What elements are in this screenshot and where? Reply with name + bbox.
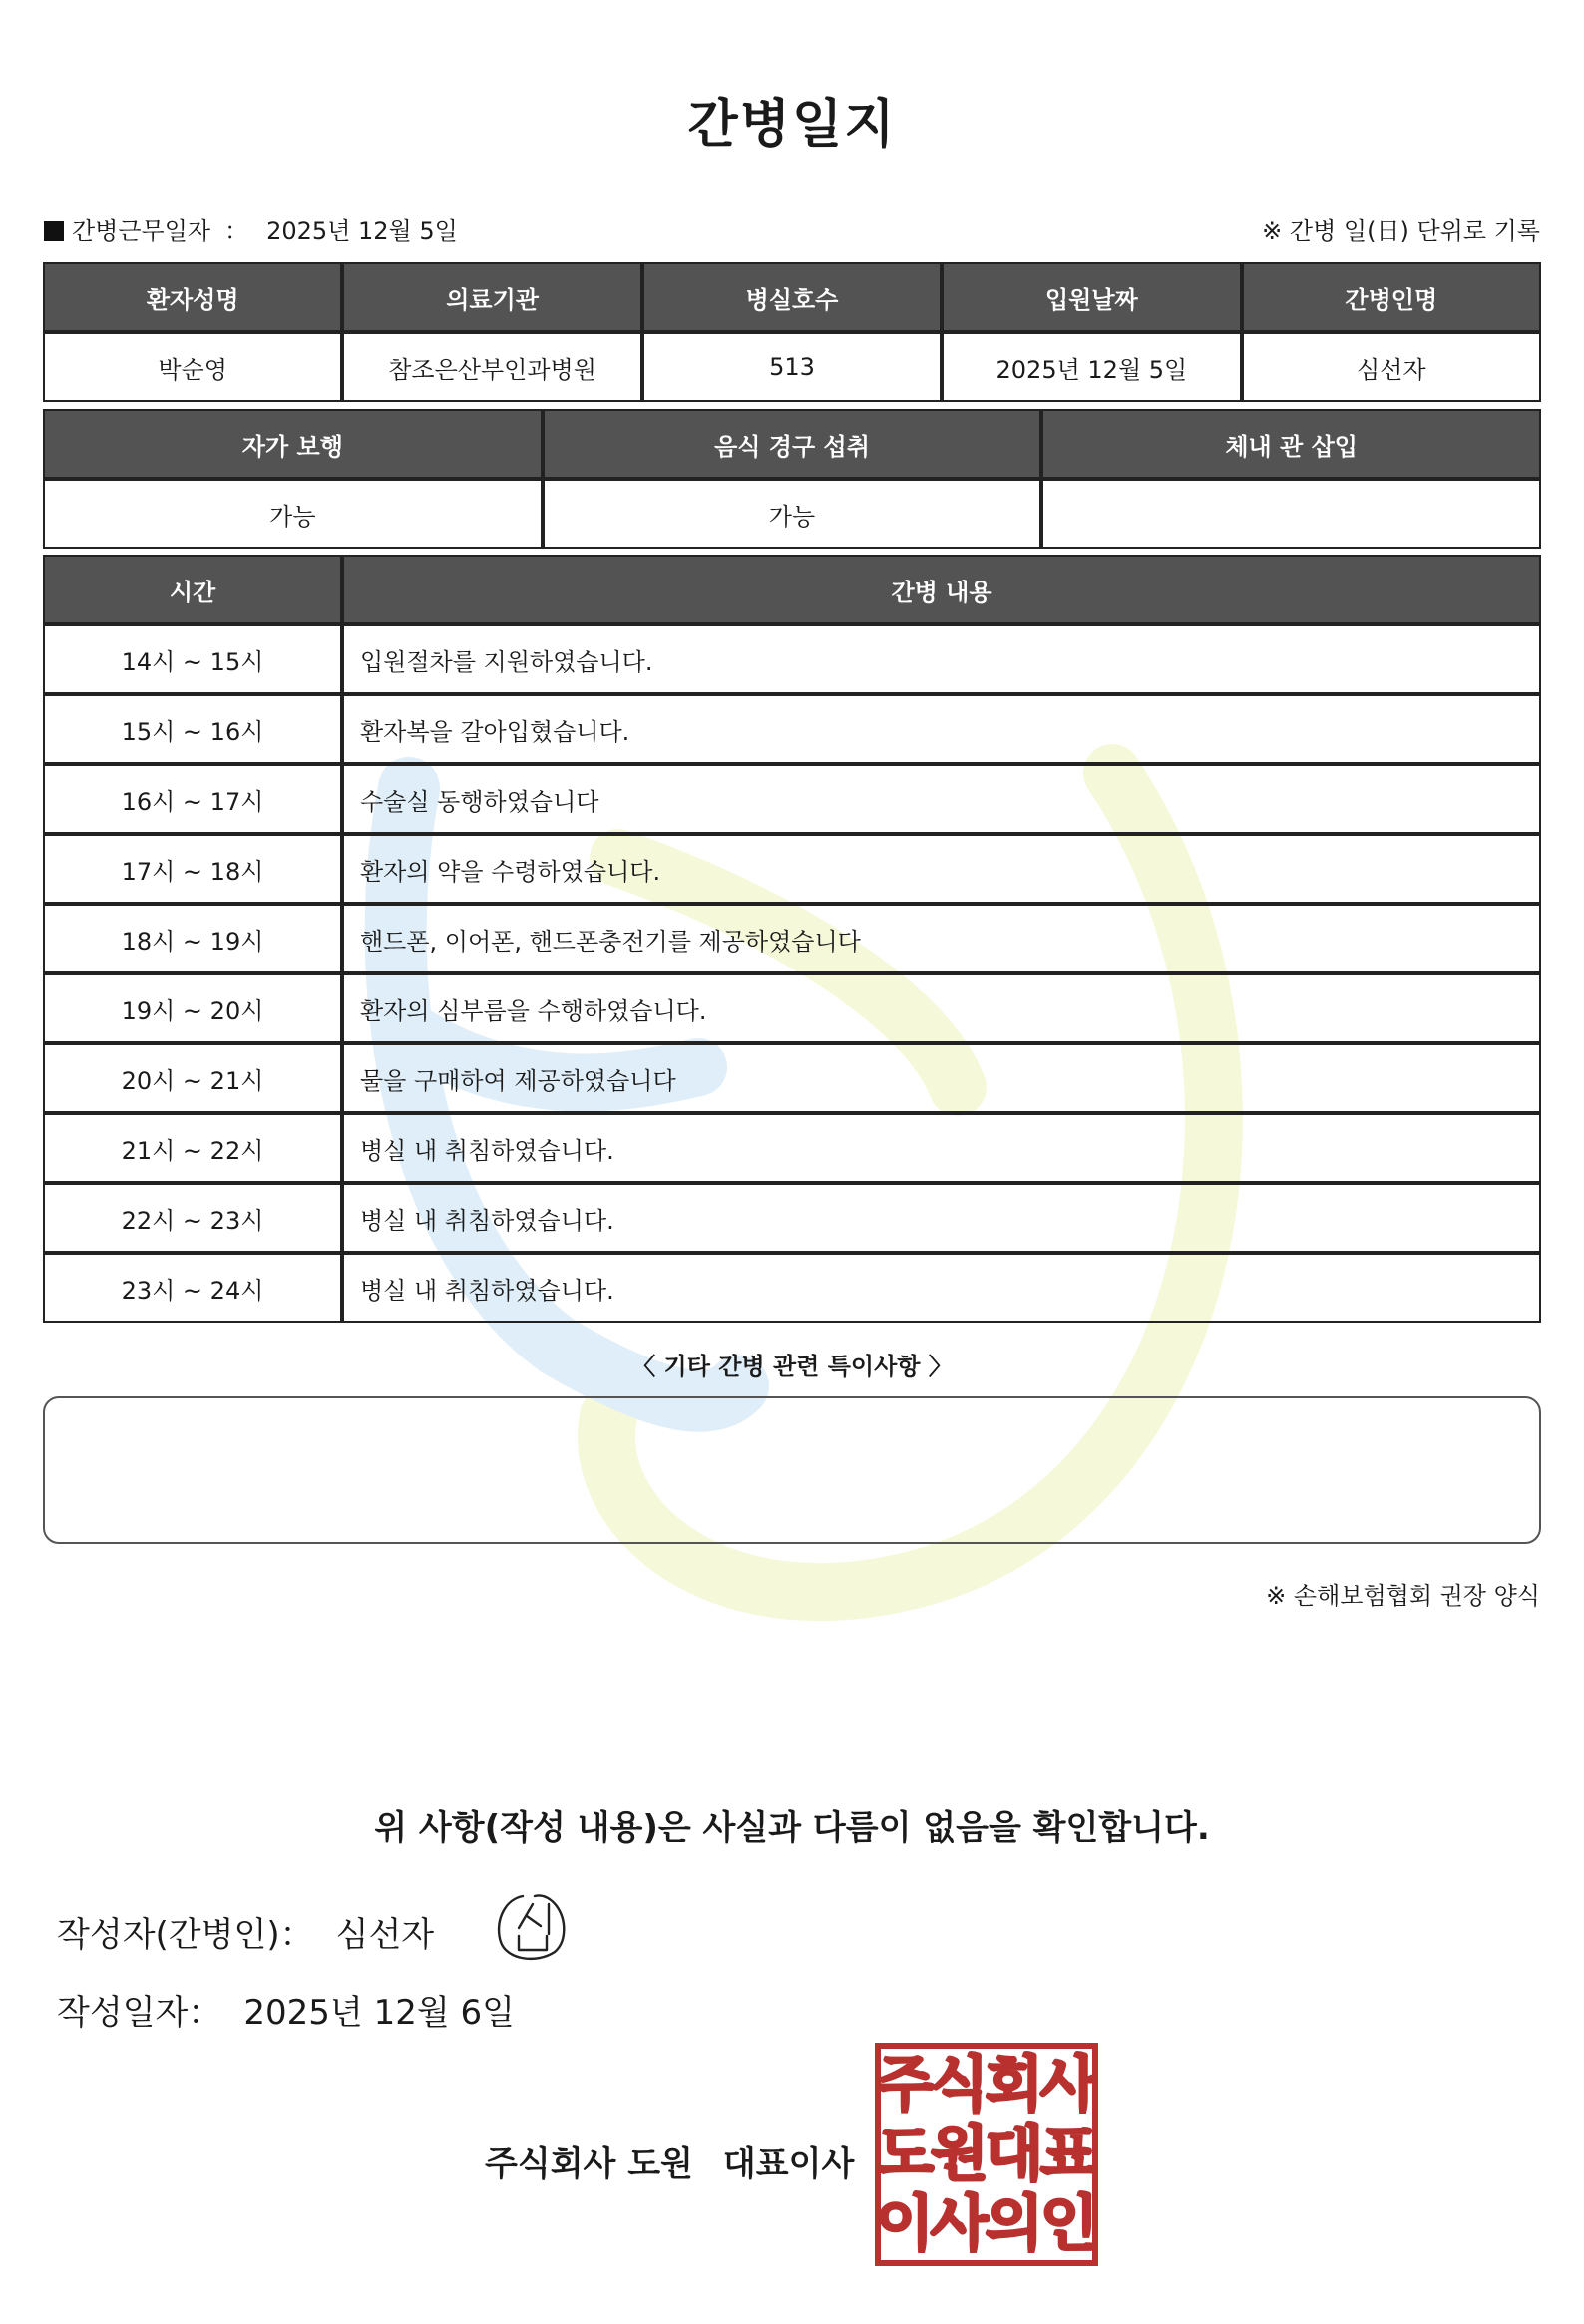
writer-line (57, 1907, 434, 1956)
seal-char: 사 (1040, 2050, 1098, 2120)
seal-char: 대 (986, 2120, 1043, 2189)
content-cell: 병실 내 취침하였습니다. (342, 1113, 1541, 1183)
notes-box (43, 1396, 1541, 1544)
time-cell: 20시 ~ 21시 (43, 1043, 342, 1113)
header-time: 시간 (43, 555, 342, 624)
seal-char: 인 (1040, 2189, 1098, 2259)
content-cell: 환자복을 갈아입혔습니다. (342, 694, 1541, 764)
content-cell: 핸드폰, 이어폰, 핸드폰충전기를 제공하였습니다 (342, 904, 1541, 973)
header-caregiver-name: 간병인명 (1242, 262, 1541, 332)
patient-name: 박순영 (43, 332, 342, 402)
square-bullet-icon (44, 221, 64, 241)
patient-info-table (43, 262, 1541, 402)
time-cell: 18시 ~ 19시 (43, 904, 342, 973)
time-cell: 23시 ~ 24시 (43, 1253, 342, 1323)
seal-char: 회 (986, 2050, 1043, 2120)
seal-char: 표 (1040, 2120, 1098, 2189)
company-name: 주식회사 도원 (485, 2144, 693, 2184)
document-title: 간병일지 (687, 95, 897, 155)
table-row (43, 694, 1541, 764)
content-cell: 병실 내 취침하였습니다. (342, 1253, 1541, 1323)
status-value-row (43, 479, 1541, 549)
table-row (43, 1183, 1541, 1253)
time-cell: 14시 ~ 15시 (43, 624, 342, 694)
company-seal (875, 2043, 1098, 2266)
writer-label: 작성자(간병인)： (57, 1915, 314, 1955)
content-cell: 물을 구매하여 제공하였습니다 (342, 1043, 1541, 1113)
signature (493, 1890, 569, 1966)
patient-info-value-row (43, 332, 1541, 402)
table-row (43, 973, 1541, 1043)
association-note: ※ 손해보험협회 권장 양식 (1266, 1582, 1540, 1610)
table-row (43, 1253, 1541, 1323)
table-row (43, 624, 1541, 694)
header-oral-intake: 음식 경구 섭취 (543, 409, 1042, 479)
header-institution: 의료기관 (342, 262, 641, 332)
caregiver-name: 심선자 (1242, 332, 1541, 402)
room-number: 513 (642, 332, 942, 402)
care-log-table (43, 555, 1541, 1323)
time-cell: 21시 ~ 22시 (43, 1113, 342, 1183)
admission-date: 2025년 12월 5일 (942, 332, 1241, 402)
seal-char: 주 (876, 2050, 934, 2120)
seal-char: 원 (931, 2120, 989, 2189)
content-cell: 입원절차를 지원하였습니다. (342, 624, 1541, 694)
work-date-label: 간병근무일자 (72, 217, 211, 245)
table-row (43, 904, 1541, 973)
content-cell: 병실 내 취침하였습니다. (342, 1183, 1541, 1253)
time-cell: 16시 ~ 17시 (43, 764, 342, 834)
work-date-colon: ： (224, 217, 249, 245)
care-log-header-row (43, 555, 1541, 624)
patient-info-header-row (43, 262, 1541, 332)
written-date-label: 작성일자： (57, 1993, 222, 2033)
header-admission-date: 입원날짜 (942, 262, 1241, 332)
header-care-content: 간병 내용 (342, 555, 1541, 624)
status-table (43, 409, 1541, 549)
oral-intake-status: 가능 (543, 479, 1042, 549)
time-cell: 17시 ~ 18시 (43, 834, 342, 904)
time-cell: 15시 ~ 16시 (43, 694, 342, 764)
company-line (485, 2136, 854, 2185)
seal-char: 의 (986, 2189, 1043, 2259)
seal-char: 식 (931, 2050, 989, 2120)
company-title: 대표이사 (722, 2144, 855, 2184)
seal-char: 이 (876, 2189, 934, 2259)
content-cell: 수술실 동행하였습니다 (342, 764, 1541, 834)
notes-title: 〈 기타 간병 관련 특이사항 〉 (631, 1353, 953, 1380)
status-header-row (43, 409, 1541, 479)
content-cell: 환자의 약을 수령하였습니다. (342, 834, 1541, 904)
confirmation-statement: 위 사항(작성 내용)은 사실과 다름이 없음을 확인합니다. (374, 1808, 1210, 1848)
tube-insertion-status (1041, 479, 1541, 549)
work-date-line (44, 211, 458, 246)
table-row (43, 764, 1541, 834)
table-row (43, 834, 1541, 904)
time-cell: 22시 ~ 23시 (43, 1183, 342, 1253)
unit-note: ※ 간병 일(日) 단위로 기록 (1262, 217, 1540, 245)
table-row (43, 1113, 1541, 1183)
header-room-number: 병실호수 (642, 262, 942, 332)
time-cell: 19시 ~ 20시 (43, 973, 342, 1043)
table-row (43, 1043, 1541, 1113)
written-date-line (57, 1985, 515, 2034)
writer-name: 심선자 (335, 1915, 435, 1955)
institution: 참조은산부인과병원 (342, 332, 641, 402)
work-date-value: 2025년 12월 5일 (266, 217, 458, 245)
written-date-value: 2025년 12월 6일 (243, 1993, 515, 2033)
header-patient-name: 환자성명 (43, 262, 342, 332)
header-tube-insertion: 체내 관 삽입 (1041, 409, 1541, 479)
seal-char: 사 (931, 2189, 989, 2259)
walking-status: 가능 (43, 479, 543, 549)
seal-char: 도 (876, 2120, 934, 2189)
content-cell: 환자의 심부름을 수행하였습니다. (342, 973, 1541, 1043)
header-walking: 자가 보행 (43, 409, 543, 479)
